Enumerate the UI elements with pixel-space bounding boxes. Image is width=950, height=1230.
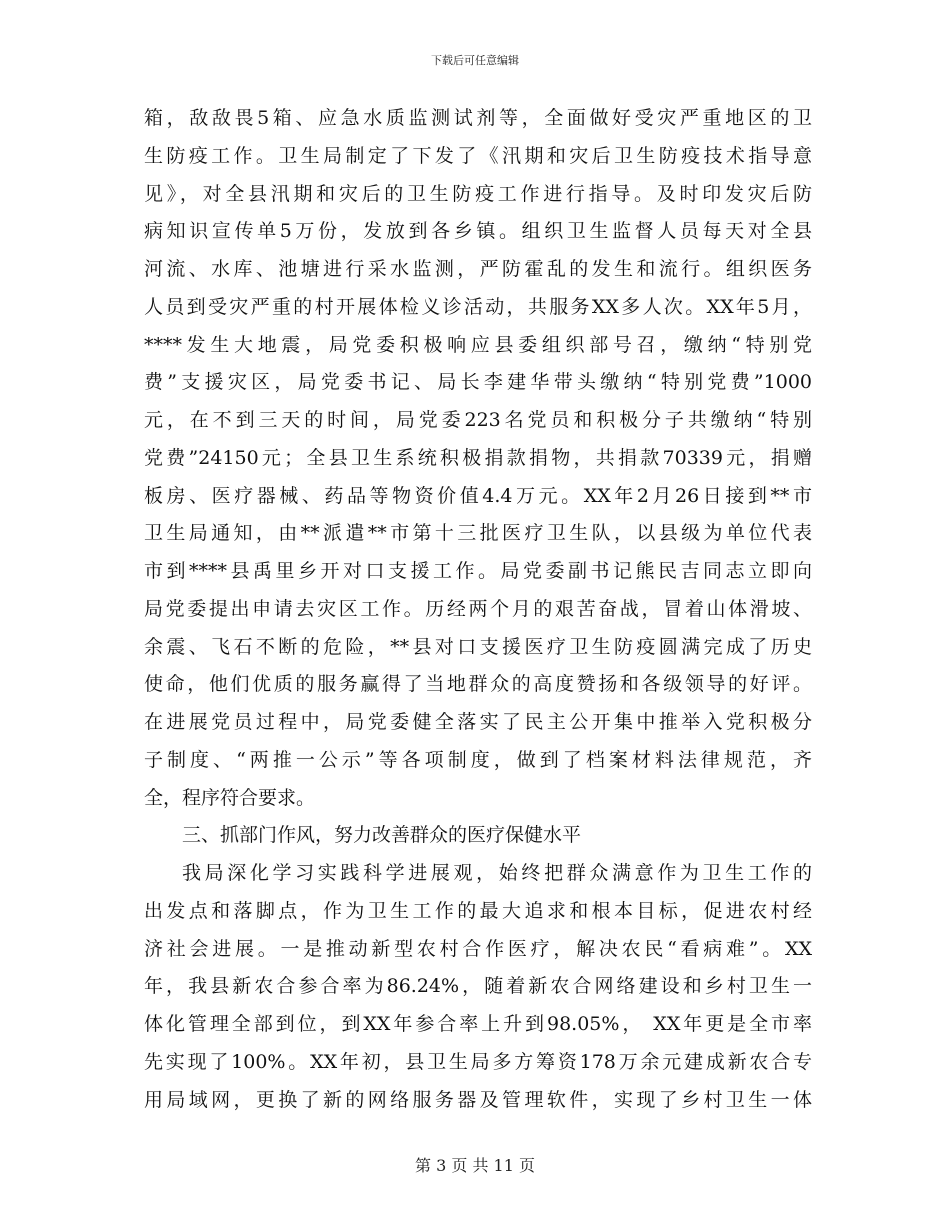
- text-line: 人员到受灾严重的村开展体检义诊活动，共服务XX多人次。XX年5月，: [144, 295, 812, 318]
- text-line: 箱，敌敌畏5箱、应急水质监测试剂等，全面做好受灾严重地区的卫: [144, 107, 812, 129]
- text-line: 板房、医疗器械、药品等物资价值4.4万元。XX年2月26日接到**市: [144, 484, 812, 507]
- text-line: 用局域网，更换了新的网络服务器及管理软件，实现了乡村卫生一体: [144, 1088, 812, 1111]
- page-number-footer: 第 3 页 共 11 页: [415, 1156, 535, 1175]
- section-heading: 三、抓部门作风，努力改善群众的医疗保健水平: [182, 824, 582, 847]
- text-line: 全，程序符合要求。: [144, 786, 316, 809]
- text-line: 党费”24150元；全县卫生系统积极捐款捐物，共捐款70339元，捐赠: [144, 446, 812, 469]
- document-body: [144, 100, 812, 1119]
- text-line: 子制度、“两推一公示”等各项制度，做到了档案材料法律规范，齐: [144, 748, 812, 771]
- text-line: 局党委提出申请去灾区工作。历经两个月的艰苦奋战，冒着山体滑坡、: [144, 597, 812, 620]
- text-line: 年，我县新农合参合率为86.24%，随着新农合网络建设和乡村卫生一: [144, 975, 812, 998]
- text-line: 出发点和落脚点，作为卫生工作的最大追求和根本目标，促进农村经: [144, 899, 812, 922]
- text-line: 余震、飞石不断的危险，**县对口支援医疗卫生防疫圆满完成了历史: [144, 635, 812, 658]
- page-header: 下载后可任意编辑: [431, 54, 519, 67]
- text-line: 生防疫工作。卫生局制定了下发了《汛期和灾后卫生防疫技术指导意: [144, 144, 812, 167]
- text-line: 使命，他们优质的服务赢得了当地群众的高度赞扬和各级领导的好评。: [144, 673, 812, 696]
- text-line: ****发生大地震，局党委积极响应县委组织部号召，缴纳“特别党: [144, 333, 812, 356]
- text-line: 卫生局通知，由**派遣**市第十三批医疗卫生队，以县级为单位代表: [144, 522, 812, 545]
- text-line: 体化管理全部到位，到XX年参合率上升到98.05%， XX年更是全市率: [144, 1013, 812, 1035]
- text-line: 济社会进展。一是推动新型农村合作医疗，解决农民“看病难”。XX: [144, 937, 812, 960]
- text-line: 元，在不到三天的时间，局党委223名党员和积极分子共缴纳“特别: [144, 409, 812, 431]
- text-line: 在进展党员过程中，局党委健全落实了民主公开集中推举入党积极分: [144, 711, 812, 733]
- text-line: 市到****县禹里乡开对口支援工作。局党委副书记熊民吉同志立即向: [144, 560, 812, 582]
- text-line: 病知识宣传单5万份，发放到各乡镇。组织卫生监督人员每天对全县: [144, 220, 812, 243]
- text-line: 河流、水库、池塘进行采水监测，严防霍乱的发生和流行。组织医务: [144, 258, 812, 280]
- text-line: 费”支援灾区，局党委书记、局长李建华带头缴纳“特别党费”1000: [144, 371, 812, 394]
- text-line: 我局深化学习实践科学进展观，始终把群众满意作为卫生工作的: [182, 862, 812, 884]
- text-line: 先实现了100%。XX年初，县卫生局多方筹资178万余元建成新农合专: [144, 1050, 812, 1073]
- text-line: 见》，对全县汛期和灾后的卫生防疫工作进行指导。及时印发灾后防: [144, 182, 812, 205]
